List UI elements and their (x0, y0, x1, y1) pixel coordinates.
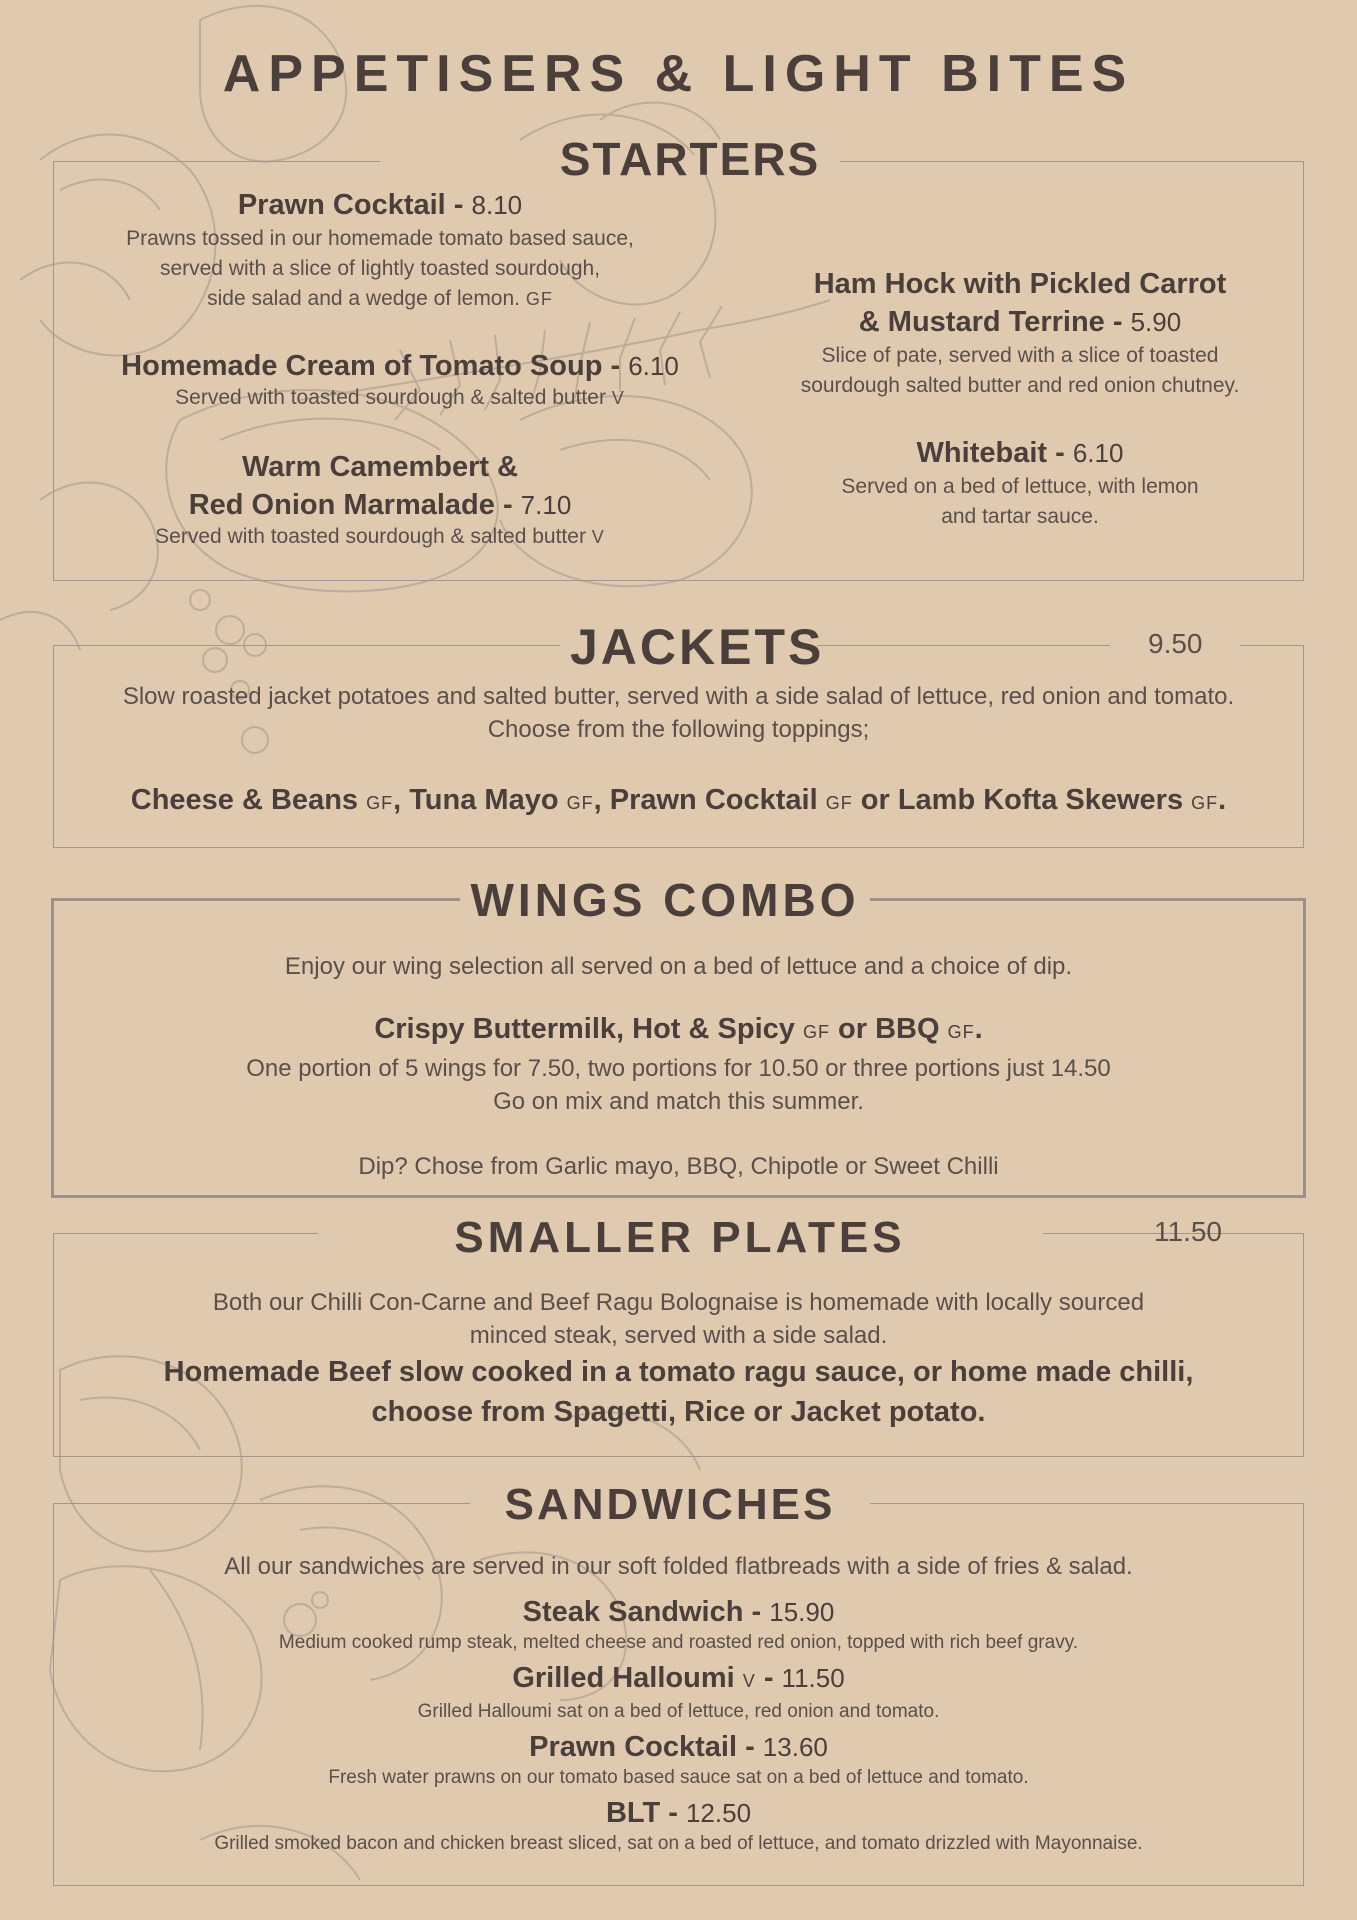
title-rule (1260, 1233, 1304, 1234)
item-name-line: Red Onion Marmalade (188, 489, 495, 521)
item-name: BLT (605, 1797, 661, 1829)
desc-line: Both our Chilli Con-Carne and Beef Ragu Bolognaise is homemade with locally sourced (212, 1289, 1145, 1316)
bold-line: choose from Spagetti, Rice or Jacket potato. (371, 1396, 986, 1428)
section-title-sandwiches: SANDWICHES (504, 1480, 836, 1529)
separator: , (593, 784, 602, 816)
starter-item: Warm Camembert & Red Onion Marmalade - 7.10 Served with toasted sourdough & salted butter V (70, 448, 690, 550)
section-title-smaller-plates: SMALLER PLATES (454, 1213, 906, 1262)
topping-name: Prawn Cocktail (609, 784, 818, 816)
page-title: APPETISERS & LIGHT BITES (222, 45, 1135, 103)
item-price: 8.10 (471, 190, 523, 220)
title-rule (817, 645, 1110, 646)
section-title-jackets: JACKETS (570, 619, 825, 675)
dip-options: Dip? Chose from Garlic mayo, BBQ, Chipotle or Sweet Chilli (358, 1153, 999, 1180)
bold-line: Homemade Beef slow cooked in a tomato ragu sauce, or home made chilli, (163, 1356, 1194, 1388)
flavour-bbq: BBQ (875, 1013, 940, 1045)
item-desc-line: served with a slice of lightly toasted sourdough, (159, 257, 601, 280)
item-name-line: & Mustard Terrine (858, 306, 1105, 338)
jackets-description (53, 680, 1304, 746)
item-price: 13.60 (762, 1732, 828, 1762)
item-name: Homemade Cream of Tomato Soup (121, 350, 603, 382)
item-price: 11.50 (781, 1663, 845, 1693)
separator: , (393, 784, 402, 816)
section-price: 11.50 (1154, 1216, 1222, 1247)
wings-content (51, 950, 1306, 1183)
section-title-starters: STARTERS (559, 133, 821, 185)
dietary-tag: V (611, 388, 625, 408)
wings-intro: Enjoy our wing selection all served on a bed of lettuce and a choice of dip. (284, 953, 1073, 980)
item-desc-line: Served with toasted sourdough & salted butter (155, 525, 586, 548)
item-desc-line: Slice of pate, served with a slice of toasted (821, 344, 1219, 367)
dietary-tag: V (591, 527, 605, 547)
item-name: Grilled Halloumi (512, 1662, 735, 1694)
item-desc-line: Served with toasted sourdough & salted butter (175, 386, 606, 409)
desc-line: minced steak, served with a side salad. (469, 1322, 888, 1349)
item-desc-line: Prawns tossed in our homemade tomato based sauce, (126, 227, 634, 250)
title-rule (1043, 1233, 1121, 1234)
starter-item: Homemade Cream of Tomato Soup - 6.10 Served with toasted sourdough & salted butter V (121, 350, 679, 409)
starter-item: Whitebait - 6.10 Served on a bed of lettuce, with lemon and tartar sauce. (740, 434, 1300, 532)
topping-name: Tuna Mayo (409, 784, 559, 816)
desc-line: Slow roasted jacket potatoes and salted butter, served with a side salad of lettuce, red onion and tomato. (122, 683, 1235, 710)
smaller-plates-content (53, 1286, 1304, 1432)
dietary-tag: GF (1191, 793, 1219, 813)
portions-line: One portion of 5 wings for 7.50, two portions for 10.50 or three portions just 14.50 (246, 1055, 1111, 1082)
separator: or (852, 784, 890, 816)
item-price: 7.10 (520, 490, 572, 520)
item-desc-line: Served on a bed of lettuce, with lemon (841, 475, 1199, 498)
item-name: Prawn Cocktail (529, 1731, 738, 1763)
or-text: or (838, 1013, 868, 1045)
topping-name: Cheese & Beans (130, 784, 359, 816)
item-desc: Medium cooked rump steak, melted cheese and roasted red onion, topped with rich beef gravy. (278, 1632, 1079, 1653)
item-name: Prawn Cocktail (237, 189, 446, 221)
item-desc: Fresh water prawns on our tomato based sauce sat on a bed of lettuce and tomato. (328, 1767, 1029, 1788)
item-name: Steak Sandwich (522, 1596, 744, 1628)
item-desc-line: side salad and a wedge of lemon. (207, 287, 521, 310)
desc-line: Choose from the following toppings; (487, 716, 870, 743)
item-price: 15.90 (769, 1597, 835, 1627)
topping-name: Lamb Kofta Skewers (897, 784, 1184, 816)
title-rule (1240, 645, 1304, 646)
sandwiches-content: All our sandwiches are served in our soft folded flatbreads with a side of fries & salad. Steak Sandwich - 15.90 Medium cooked rump steak, melted cheese and roasted red onion, topped with rich beef gravy. Grilled Halloumi V - 11.50 Grilled Halloumi sat on a bed of lettuce, red onion and tomato. Prawn Cocktail - 13.60 Fresh water prawns on our tomato based sauce sat on a bed of lettuce and tomato. BLT - 12.50 Grilled smoked bacon and chicken breast sliced, sat on a bed of lettuce, and tomato drizzled with Mayonnaise. (53, 1550, 1304, 1856)
sandwiches-intro: All our sandwiches are served in our soft folded flatbreads with a side of fries & salad. (224, 1553, 1133, 1580)
item-desc: Grilled Halloumi sat on a bed of lettuce, red onion and tomato. (417, 1701, 940, 1722)
item-desc-line: sourdough salted butter and red onion chutney. (800, 374, 1240, 397)
dietary-tag: GF (566, 793, 594, 813)
item-price: 6.10 (628, 351, 679, 381)
dietary-tag: V (742, 1671, 756, 1691)
portions-line: Go on mix and match this summer. (493, 1088, 864, 1115)
separator: . (1218, 784, 1227, 816)
dietary-tag: GF (825, 793, 853, 813)
item-desc: Grilled smoked bacon and chicken breast sliced, sat on a bed of lettuce, and tomato drizzled with Mayonnaise. (214, 1833, 1143, 1854)
item-price: 6.10 (1072, 438, 1124, 468)
flavour-list: Crispy Buttermilk, Hot & Spicy (374, 1013, 795, 1045)
starter-item: Prawn Cocktail - 8.10 Prawns tossed in our homemade tomato based sauce, served with a slice of lightly toasted sourdough, side salad and a wedge of lemon. GF (70, 186, 690, 314)
item-name-line: Ham Hock with Pickled Carrot (813, 268, 1227, 300)
jackets-toppings (53, 780, 1304, 823)
item-desc-line: and tartar sauce. (941, 505, 1099, 528)
item-price: 5.90 (1130, 307, 1182, 337)
section-price: 9.50 (1148, 628, 1203, 659)
dietary-tag: GF (366, 793, 394, 813)
item-name: Whitebait (916, 437, 1048, 469)
item-price: 12.50 (685, 1798, 752, 1828)
section-title-wings: WINGS COMBO (470, 874, 860, 926)
dietary-tag: GF (802, 1022, 830, 1042)
separator: . (974, 1013, 983, 1045)
dietary-tag: GF (525, 289, 553, 309)
item-name-line: Warm Camembert & (241, 451, 519, 483)
starter-item: Ham Hock with Pickled Carrot & Mustard Terrine - 5.90 Slice of pate, served with a slice of toasted sourdough salted butter and red onion chutney. (740, 265, 1300, 401)
dietary-tag: GF (947, 1022, 975, 1042)
